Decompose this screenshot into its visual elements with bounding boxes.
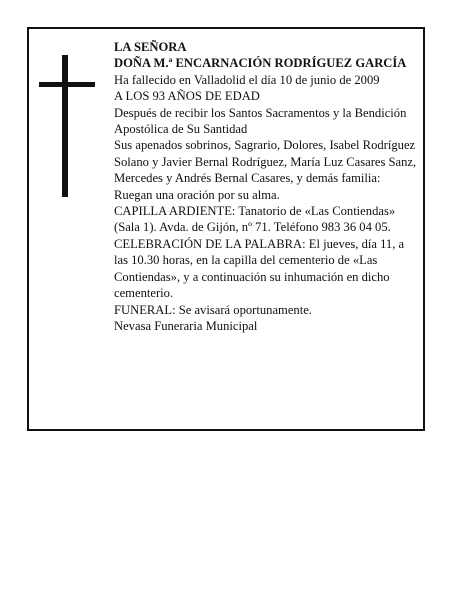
- chapel-line: CAPILLA ARDIENTE: Tanatorio de «Las Contiendas» (Sala 1). Avda. de Gijón, nº 71. Teléfono 983 36 04 05.: [114, 204, 396, 235]
- age-line: A LOS 93 AÑOS DE EDAD: [114, 89, 260, 104]
- cross-vertical-bar: [62, 55, 68, 197]
- family-line: Sus apenados sobrinos, Sagrario, Dolores, Isabel Rodríguez Solano y Javier Bernal Rodríguez, María Luz Casares Sanz, Mercedes y Andrés Bernal Casares, y demás familia:: [114, 138, 417, 186]
- prayer-line: Ruegan una oración por su alma.: [114, 187, 280, 202]
- celebration-line: CELEBRACIÓN DE LA PALABRA: El jueves, día 11, a las 10.30 horas, en la capilla del cementerio de «Las Contiendas», y a continuación su inhumación en dicho cementerio.: [114, 236, 405, 301]
- title-line-1: LA SEÑORA: [114, 40, 187, 54]
- funeral-line: FUNERAL: Se avisará oportunamente.: [114, 302, 312, 317]
- sacraments-line: Después de recibir los Santos Sacramentos y la Bendición Apostólica de Su Santidad: [114, 105, 407, 137]
- deceased-name: DOÑA M.ª ENCARNACIÓN RODRÍGUEZ GARCÍA: [114, 56, 407, 71]
- death-statement: Ha fallecido en Valladolid el día 10 de junio de 2009: [114, 72, 380, 87]
- funeral-home: Nevasa Funeraria Municipal: [114, 318, 258, 333]
- cross-horizontal-bar: [39, 82, 95, 87]
- obituary-text: [114, 39, 420, 334]
